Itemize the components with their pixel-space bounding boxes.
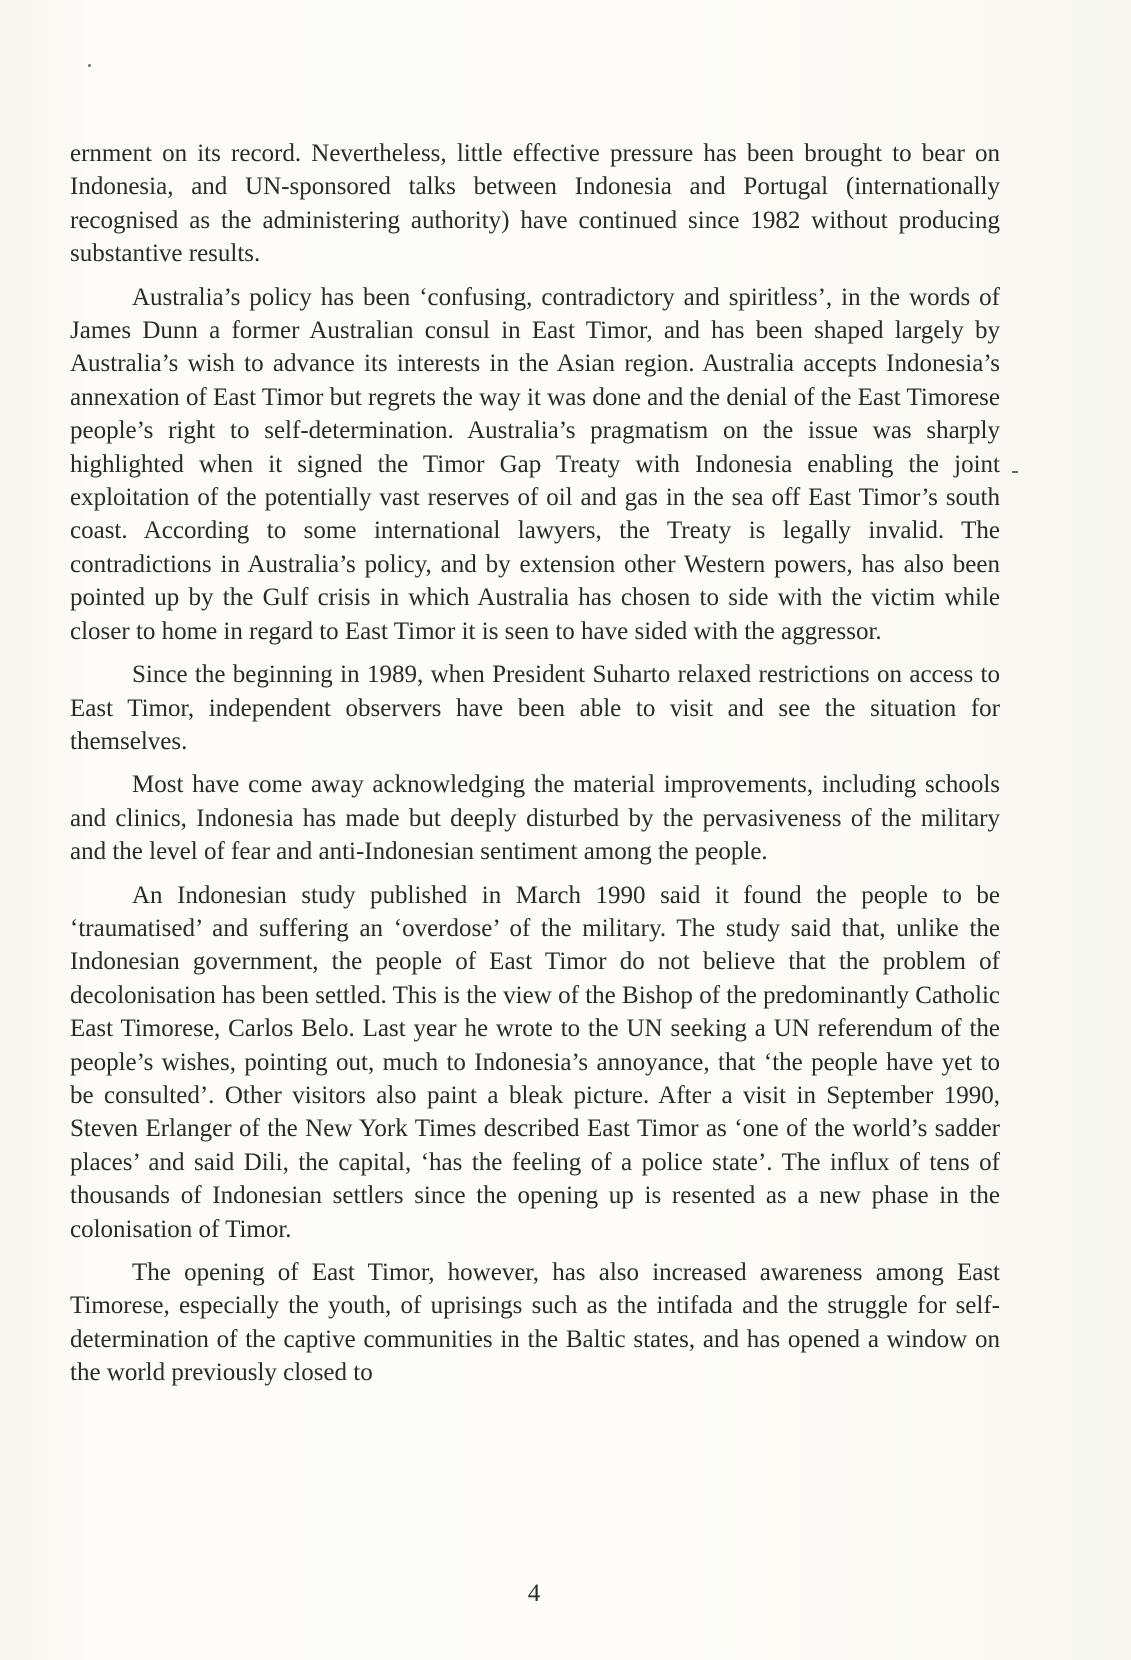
paragraph-opening: The opening of East Timor, however, has also increased awareness among East Timorese, especially the youth, of uprisings such as the intifada and the struggle for self-determination of the captive communities in the Baltic states, and has opened a window on the world previously closed to (70, 1259, 1000, 1387)
paragraph-observers: Most have come away acknowledging the material improvements, including schools and clinics, Indonesia has made but deeply disturbed by the pervasiveness of the military and the level of fear and anti-Indonesian sentiment among the people. (70, 771, 1000, 866)
body-text (70, 137, 1000, 1400)
paragraph-indonesian-study: An Indonesian study published in March 1990 said it found the people to be ‘traumatised’ and suffering an ‘overdose’ of the military. The study said that, unlike the Indonesian government, the people of East Timor do not believe that the problem of decolonisation has been settled. This is the view of the Bishop of the predominantly Catholic East Timorese, Carlos Belo. Last year he wrote to the UN seeking a UN referendum of the people’s wishes, pointing out, much to Indonesia’s annoyance, that ‘the people have yet to be consulted’. Other visitors also paint a bleak picture. After a visit in September 1990, Steven Erlanger of the New York Times described East Timor as ‘one of the world’s sadder places’ and said Dili, the capital, ‘has the feeling of a police state’. The influx of tens of thousands of Indonesian settlers since the opening up is resented as a new phase in the colonisation of Timor. (70, 881, 1000, 1243)
paragraph-1989-access: Since the beginning in 1989, when President Suharto relaxed restrictions on access to East Timor, independent observers have been able to visit and see the situation for themselves. (70, 661, 1000, 755)
margin-tick-mark (1012, 471, 1018, 473)
paragraph-australia-policy: Australia’s policy has been ‘confusing, contradictory and spiritless’, in the words of James Dunn a former Australian consul in East Timor, and has been shaped largely by Australia’s wish to advance its interests in the Asian region. Australia accepts Indonesia’s annexation of East Timor but regrets the way it was done and the denial of the East Timorese people’s right to self-determination. Australia’s pragmatism on the issue was sharply highlighted when it signed the Timor Gap Treaty with Indonesia enabling the joint exploitation of the potentially vast reserves of oil and gas in the sea off East Timor’s south coast. According to some international lawyers, the Treaty is legally invalid. The contradictions in Australia’s policy, and by extension other Western powers, has also been pointed up by the Gulf crisis in which Australia has chosen to side with the victim while closer to home in regard to East Timor it is seen to have sided with the aggressor. (70, 283, 1000, 645)
paragraph-continuation: ernment on its record. Nevertheless, little effective pressure has been brought to bear on Indonesia, and UN-sponsored talks between Indonesia and Portugal (internationally recognised as the administering authority) have continued since 1982 without producing substantive results. (70, 140, 1000, 268)
page-number: 4 (527, 1580, 541, 1607)
stray-ink-mark (88, 64, 91, 67)
